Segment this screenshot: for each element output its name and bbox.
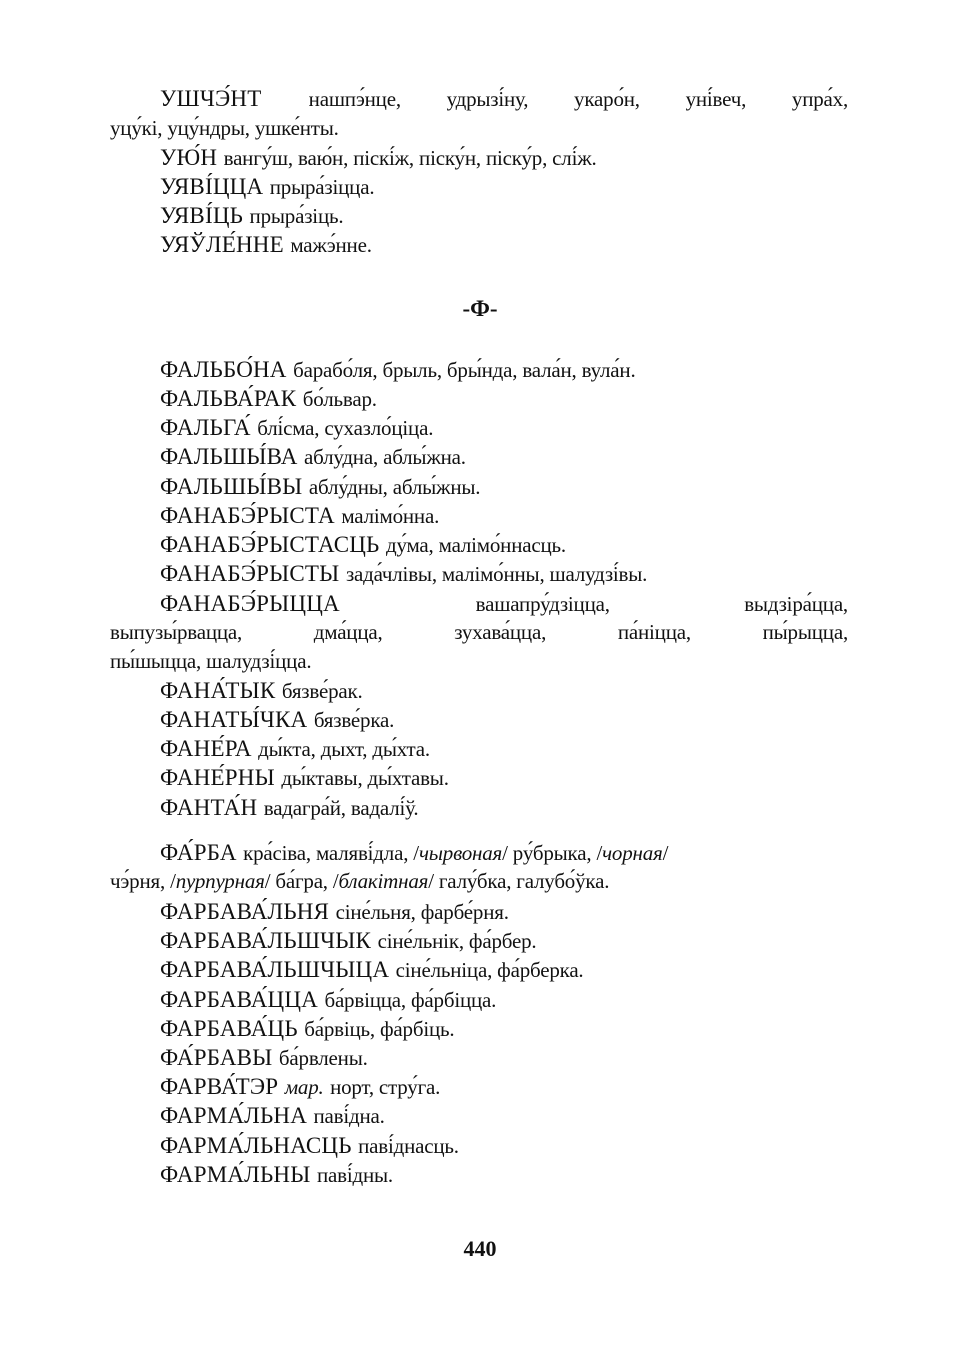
entry-line — [160, 897, 848, 927]
entry-line — [160, 676, 848, 706]
definition-text: кра́сіва, маляві́дла, / — [243, 841, 419, 865]
entry-line — [160, 84, 848, 114]
definition: нашпэ́нце, удрызі́ну, укаро́н, уні́веч, упра́х, — [308, 87, 848, 111]
definition: малімо́нна. — [341, 504, 440, 528]
headword: УЯВІ́ЦЬ — [160, 203, 244, 228]
headword: ФАНЕ́РНЫ — [160, 765, 275, 790]
headword: ФАЛЬГА́ — [160, 415, 251, 440]
definition: ду́ма, малімо́ннасць. — [385, 533, 566, 557]
entry-line — [160, 201, 848, 231]
headword: ФАРБАВА́ЛЬШЧЫК — [160, 928, 372, 953]
headword: ФАРБАВА́ЦЬ — [160, 1016, 298, 1041]
headword: ФАРМА́ЛЬНА — [160, 1103, 308, 1128]
definition: ды́кта, дыхт, ды́хта. — [258, 737, 430, 761]
definition — [110, 869, 609, 893]
definition: сіне́льнік, фа́рбер. — [377, 929, 537, 953]
entry-line — [160, 355, 848, 385]
headword: УШЧЭ́НТ — [160, 86, 262, 111]
headword: ФАЛЬШЫ́ВЫ — [160, 474, 303, 499]
definition: прыра́зіць. — [249, 204, 344, 228]
headword: ФАНАБЭ́РЫСТА — [160, 503, 335, 528]
headword: ФАНАТЫ́ЧКА — [160, 707, 308, 732]
entry-continuation — [110, 867, 848, 896]
definition: выпузы́рвацца, дма́цца, зухава́цца, па́ніцца, пы́рыцца, — [110, 620, 848, 644]
headword: УЮ́Н — [160, 145, 218, 170]
headword: ФАНТА́Н — [160, 795, 258, 820]
definition: паві́дна. — [313, 1104, 385, 1128]
headword: ФАЛЬВА́РАК — [160, 386, 297, 411]
entry-line — [160, 442, 848, 472]
headword: ФАЛЬБО́НА — [160, 357, 287, 382]
definition: ба́рвіцца, фа́рбіцца. — [324, 988, 497, 1012]
headword: ФАРМА́ЛЬНАСЦЬ — [160, 1133, 352, 1158]
definition: пы́шыцца, шалудзі́цца. — [110, 649, 312, 673]
definition: бо́львар. — [302, 387, 377, 411]
entry-continuation — [110, 114, 848, 143]
headword: ФАНАБЭ́РЫСТЫ — [160, 561, 340, 586]
definition-label-italic: пурпурная — [175, 869, 265, 893]
entry-line — [160, 734, 848, 764]
definition: мажэ́нне. — [290, 233, 372, 257]
entry-line — [160, 1160, 848, 1190]
definition: ды́ктавы, ды́хтавы. — [281, 766, 449, 790]
definition-text: / ба́гра, / — [264, 869, 339, 893]
entry-line — [160, 501, 848, 531]
definition: уцу́кі, уцу́ндры, ушке́нты. — [110, 116, 339, 140]
definition: аблу́дны, аблы́жны. — [308, 475, 481, 499]
entry-line — [160, 472, 848, 502]
definition: блі́сма, сухазло́ціца. — [257, 416, 434, 440]
definition: вадагра́й, вадалі́ў. — [263, 796, 419, 820]
entry-line — [160, 530, 848, 560]
page-number: 440 — [463, 1236, 497, 1261]
definition-text: / галу́бка, галубо́ўка. — [428, 869, 610, 893]
definition: сіне́льня, фарбе́рня. — [335, 900, 509, 924]
definition: ба́рвіць, фа́рбіць. — [304, 1017, 455, 1041]
headword: ФАНАБЭ́РЫСТАСЦЬ — [160, 532, 380, 557]
definition: ба́рвлены. — [278, 1046, 368, 1070]
definition — [243, 841, 668, 865]
entry-line — [160, 1043, 848, 1073]
definition-text: / — [662, 841, 669, 865]
headword: ФАНАБЭ́РЫЦЦА — [160, 591, 340, 616]
entry-line — [160, 955, 848, 985]
headword: ФА́РБА — [160, 840, 237, 865]
definition: барабо́ля, брыль, бры́нда, вала́н, вула́н. — [293, 358, 636, 382]
entry-line — [160, 143, 848, 173]
entry-line — [160, 1101, 848, 1131]
entry-line — [160, 705, 848, 735]
definition: аблу́дна, аблы́жна. — [303, 445, 466, 469]
headword: ФАНЕ́РА — [160, 736, 252, 761]
headword: ФАНА́ТЫК — [160, 678, 276, 703]
definition: паві́дны. — [316, 1163, 393, 1187]
entry-line — [160, 413, 848, 443]
definition: вангу́ш, ваю́н, піскі́ж, піску́н, піску́р, слі́ж. — [223, 146, 597, 170]
headword: ФАРБАВА́ЦЦА — [160, 987, 318, 1012]
entry-line — [160, 926, 848, 956]
entry-line — [160, 985, 848, 1015]
definition: паві́днасць. — [358, 1134, 459, 1158]
entry-line — [160, 793, 848, 823]
definition-label-italic: чорная — [602, 841, 663, 865]
entry-line — [160, 838, 848, 868]
entry-line — [160, 230, 848, 260]
headword: ФАЛЬШЫ́ВА — [160, 444, 298, 469]
headword: УЯВІ́ЦЦА — [160, 174, 264, 199]
definition: бязве́рак. — [281, 679, 363, 703]
definition: прыра́зіцца. — [269, 175, 375, 199]
headword: УЯЎЛЕ́ННЕ — [160, 232, 284, 257]
headword: ФАРБАВА́ЛЬНЯ — [160, 899, 330, 924]
entry-line — [160, 172, 848, 202]
entry-continuation — [110, 647, 848, 676]
headword: ФАРВА́ТЭР — [160, 1074, 279, 1099]
entry-line — [160, 559, 848, 589]
headword: ФА́РБАВЫ — [160, 1045, 273, 1070]
entry-continuation — [110, 618, 848, 647]
headword: ФАРМА́ЛЬНЫ — [160, 1162, 311, 1187]
entry-line — [160, 1014, 848, 1044]
definition-text: чэ́рня, / — [110, 869, 176, 893]
usage-label: мар. — [284, 1075, 324, 1099]
section-letter-heading: -Ф- — [462, 296, 498, 321]
headword: ФАРБАВА́ЛЬШЧЫЦА — [160, 957, 390, 982]
definition: зада́члівы, малімо́нны, шалудзі́вы. — [345, 562, 648, 586]
entry-line — [160, 1131, 848, 1161]
definition: сіне́льніца, фа́рберка. — [395, 958, 584, 982]
entry-line — [160, 763, 848, 793]
entry-line — [160, 1072, 848, 1102]
definition: вашапру́дзіцца, выдзіра́цца, — [475, 592, 848, 616]
definition: норт, стру́га. — [330, 1075, 441, 1099]
definition: бязве́рка. — [313, 708, 395, 732]
definition-label-italic: блакітная — [338, 869, 429, 893]
definition-label-italic: чырвоная — [418, 841, 503, 865]
entry-line — [160, 384, 848, 414]
definition-text: / ру́брыка, / — [502, 841, 603, 865]
entry-line — [160, 589, 848, 619]
